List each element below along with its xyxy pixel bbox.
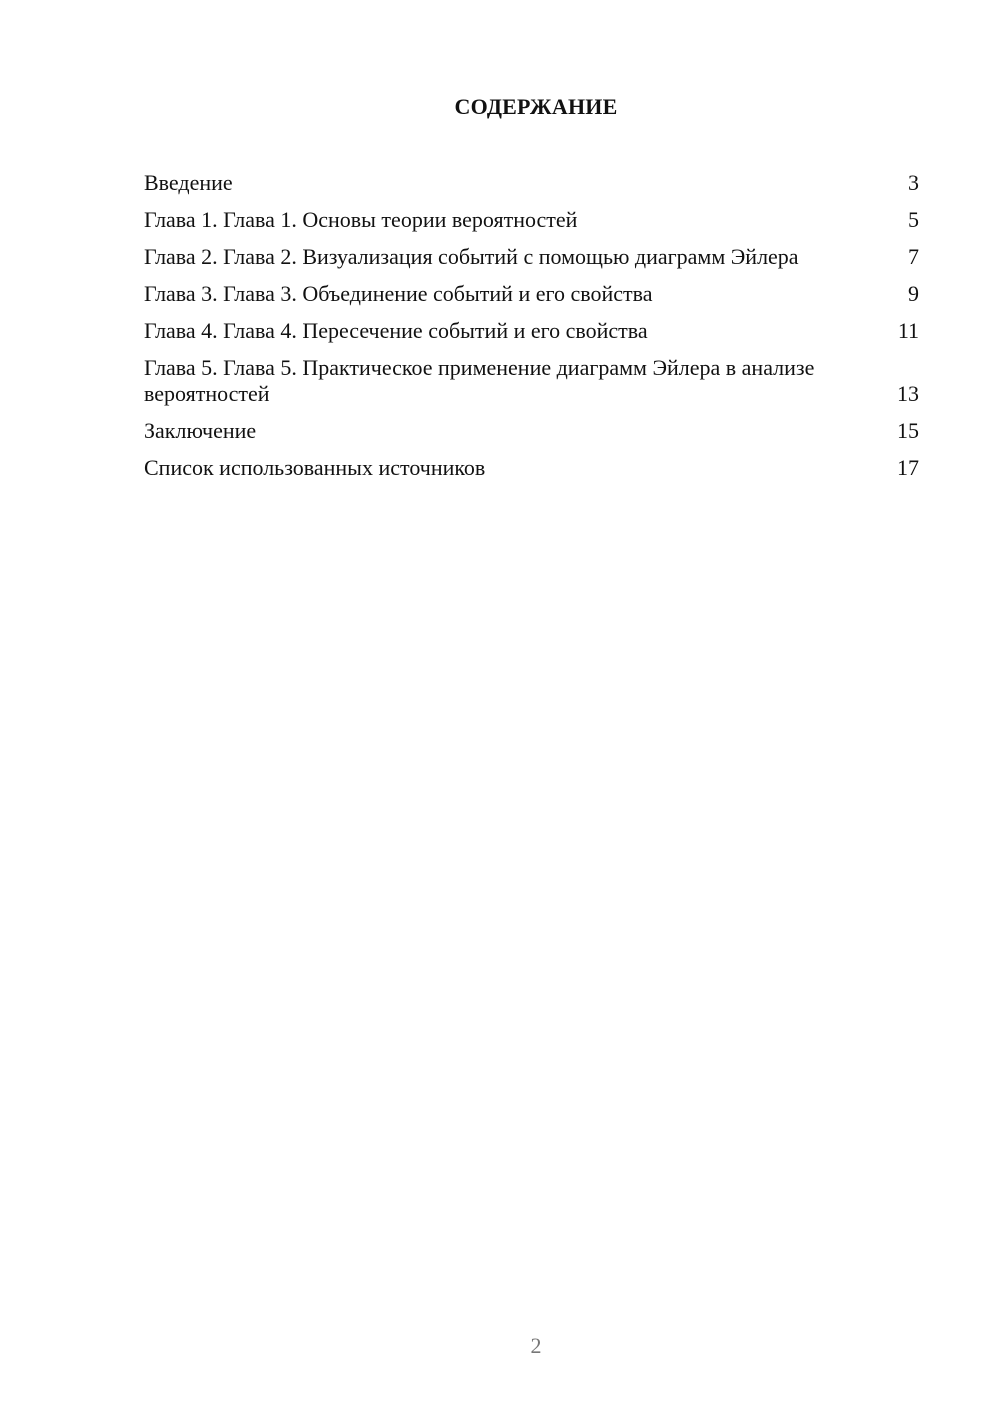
table-of-contents (144, 170, 919, 492)
toc-entry-label: Введение (144, 170, 233, 195)
toc-entry-label: Глава 2. Глава 2. Визуализация событий с помощью диаграмм Эйлера (144, 244, 799, 269)
toc-entry-page: 7 (908, 244, 919, 269)
toc-entry-label: Глава 1. Глава 1. Основы теории вероятностей (144, 207, 578, 232)
toc-entry-page: 17 (897, 455, 919, 480)
toc-entry-page: 3 (908, 170, 919, 195)
toc-entry-references[interactable] (144, 455, 919, 481)
toc-entry-conclusion[interactable] (144, 418, 919, 444)
toc-entry-label: Заключение (144, 418, 257, 443)
toc-entry-chapter-1[interactable] (144, 207, 919, 233)
toc-entry-page: 13 (897, 381, 919, 406)
toc-entry-label: Глава 4. Глава 4. Пересечение событий и его свойства (144, 318, 648, 343)
toc-entry-label: Глава 5. Глава 5. Практическое применение диаграмм Эйлера в анализе вероятностей (144, 355, 815, 406)
toc-entry-introduction[interactable] (144, 170, 919, 196)
toc-entry-page: 11 (897, 318, 919, 343)
toc-entry-chapter-3[interactable] (144, 281, 919, 307)
page-title: СОДЕРЖАНИЕ (454, 94, 618, 119)
toc-entry-page: 9 (908, 281, 919, 306)
toc-entry-label: Список использованных источников (144, 455, 486, 480)
toc-entry-chapter-2[interactable] (144, 244, 919, 270)
toc-entry-chapter-5[interactable] (144, 355, 919, 407)
toc-entry-label: Глава 3. Глава 3. Объединение событий и его свойства (144, 281, 653, 306)
page-number: 2 (530, 1333, 542, 1358)
toc-entry-chapter-4[interactable] (144, 318, 919, 344)
toc-entry-page: 5 (908, 207, 919, 232)
toc-entry-page: 15 (897, 418, 919, 443)
